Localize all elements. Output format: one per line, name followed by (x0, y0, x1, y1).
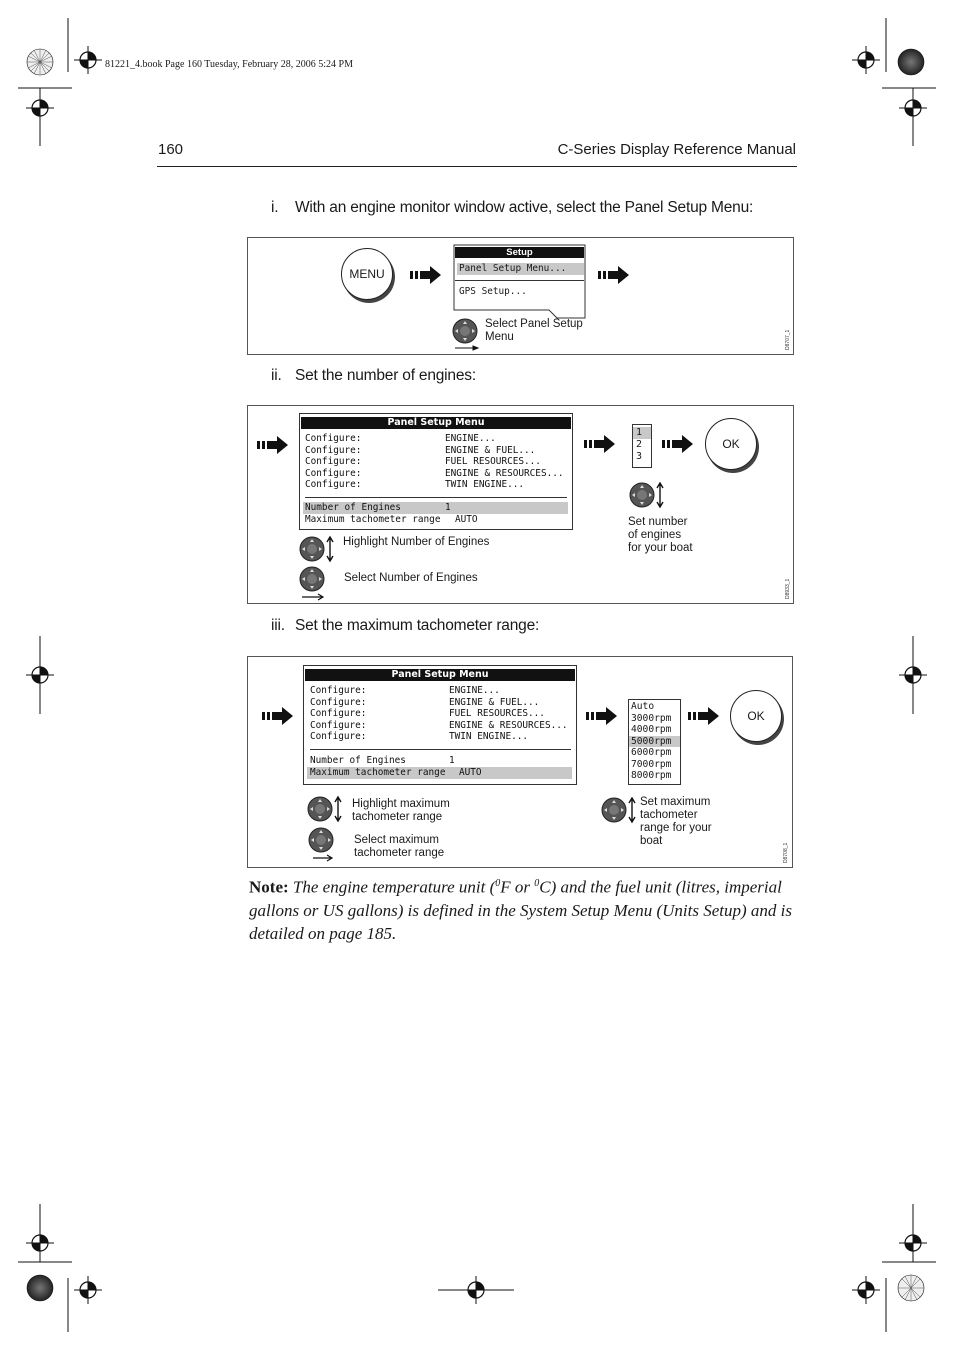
next-arrow-icon (688, 706, 720, 726)
ok-button[interactable] (705, 418, 757, 470)
configure-label: Configure: (305, 444, 362, 456)
note-text-a: The engine temperature unit ( (292, 877, 496, 897)
engine-option[interactable]: 2 (636, 439, 643, 450)
trackpad-updown-icon (307, 795, 347, 825)
tacho-option[interactable]: 4000rpm (631, 724, 672, 735)
configure-value[interactable]: ENGINE... (445, 433, 496, 444)
screen-title: Panel Setup Menu (305, 669, 575, 681)
step-1 (271, 199, 753, 217)
screen-title: Panel Setup Menu (301, 417, 571, 429)
engine-option[interactable]: 3 (636, 451, 643, 462)
page-number: 160 (158, 141, 184, 158)
next-arrow-icon (598, 265, 630, 285)
step-2 (271, 367, 476, 385)
configure-label: Configure: (310, 708, 367, 719)
note-text-c: C) and the fuel unit (litres, imperial gallons or US gallons) is defined in the System Setup Menu (Units Setup) and is detailed on page 185. (249, 877, 792, 943)
figure-id: D8933_1 (785, 578, 791, 599)
step-3 (271, 617, 539, 635)
caption-line: Set maximum (640, 796, 711, 808)
figure-select-panel-setup (247, 237, 794, 355)
tacho-range-label: Maximum tachometer range (310, 767, 446, 778)
number-of-engines-label: Number of Engines (310, 755, 406, 766)
caption-line: tachometer range (354, 847, 445, 859)
note-label: Note: (249, 877, 289, 897)
caption-line: of engines (628, 529, 682, 541)
number-of-engines-value: 1 (445, 502, 451, 513)
tacho-option-list (628, 699, 681, 785)
step-text: Set the maximum tachometer range: (295, 617, 540, 634)
configure-value[interactable]: ENGINE & FUEL... (445, 444, 536, 456)
number-of-engines-value[interactable]: 1 (449, 755, 455, 766)
step-number: iii. (271, 617, 285, 634)
step-number: ii. (271, 367, 282, 384)
tacho-option[interactable]: 7000rpm (631, 758, 672, 770)
header-rule (157, 166, 797, 167)
configure-value[interactable]: FUEL RESOURCES... (449, 708, 545, 719)
note-text-b: F or (500, 877, 535, 897)
number-of-engines-label: Number of Engines (305, 502, 401, 513)
caption-line: Highlight maximum (352, 798, 450, 810)
caption-line: tachometer (640, 809, 698, 821)
configure-label: Configure: (305, 433, 362, 444)
next-arrow-icon (662, 434, 694, 454)
ok-button-label: OK (747, 709, 765, 723)
caption-set-engines (628, 516, 693, 555)
tacho-option-selected[interactable]: 5000rpm (629, 736, 680, 748)
caption-line: Select Panel Setup (485, 318, 583, 330)
engine-option-selected[interactable]: 1 (633, 427, 651, 439)
note-degree-f: 0 (495, 878, 501, 889)
caption-highlight-engines: Highlight Number of Engines (343, 536, 490, 548)
caption-highlight-tacho (352, 798, 450, 824)
ok-button-label: OK (722, 437, 740, 451)
note-degree-c: 0 (534, 878, 540, 889)
caption-line: boat (640, 835, 663, 847)
menu-button-label: MENU (349, 267, 385, 281)
configure-label: Configure: (310, 685, 367, 696)
panel-setup-menu-screen (303, 665, 577, 785)
caption-line: tachometer range (352, 811, 443, 823)
trackpad-select-icon (451, 317, 483, 351)
caption-line: range for your (640, 822, 712, 834)
tacho-option[interactable]: 8000rpm (631, 770, 672, 781)
caption-line: Select maximum (354, 834, 439, 846)
configure-value[interactable]: TWIN ENGINE... (449, 731, 529, 742)
next-arrow-icon (584, 434, 616, 454)
tacho-option[interactable]: 3000rpm (631, 712, 672, 724)
figure-id: D8708_1 (783, 842, 789, 863)
configure-label: Configure: (310, 731, 367, 742)
caption-set-tacho (640, 796, 712, 848)
tacho-range-value: AUTO (459, 767, 482, 778)
next-arrow-icon (586, 706, 618, 726)
trackpad-select-icon (307, 826, 339, 862)
configure-value[interactable]: ENGINE... (449, 685, 500, 696)
caption-select-engines: Select Number of Engines (344, 572, 478, 584)
screen-divider (310, 749, 571, 750)
manual-title: C-Series Display Reference Manual (557, 141, 796, 158)
screen-divider (305, 497, 567, 498)
next-arrow-icon (262, 706, 294, 726)
caption-line: Set number (628, 516, 688, 528)
step-text: With an engine monitor window active, select the Panel Setup Menu: (295, 199, 754, 216)
figure-id: D8707_1 (785, 329, 791, 350)
print-info: 81221_4.book Page 160 Tuesday, February 28, 2006 5:24 PM (105, 59, 353, 70)
next-arrow-icon (257, 435, 289, 455)
trackpad-updown-icon (298, 535, 338, 565)
trackpad-updown-icon (601, 797, 641, 827)
engines-option-list (632, 424, 652, 468)
configure-label: Configure: (310, 696, 367, 708)
step-number: i. (271, 199, 279, 216)
menu-item-gps-setup[interactable]: GPS Setup... (459, 286, 527, 297)
next-arrow-icon (410, 265, 442, 285)
tacho-option[interactable]: Auto (631, 701, 655, 712)
configure-value[interactable]: ENGINE & RESOURCES... (445, 467, 564, 479)
ok-button[interactable] (730, 690, 782, 742)
setup-popup-title: Setup (455, 247, 584, 258)
configure-label: Configure: (305, 456, 362, 467)
configure-value[interactable]: ENGINE & RESOURCES... (449, 719, 568, 731)
configure-label: Configure: (305, 467, 362, 479)
step-text: Set the number of engines: (295, 367, 476, 384)
note-paragraph (249, 872, 794, 945)
panel-setup-menu-screen (299, 413, 573, 530)
popup-divider (455, 280, 584, 281)
configure-label: Configure: (310, 719, 367, 731)
tacho-range-value[interactable]: AUTO (455, 514, 478, 525)
figure-set-number-engines (247, 405, 794, 604)
tacho-range-label: Maximum tachometer range (305, 514, 441, 525)
menu-item-panel-setup[interactable]: Panel Setup Menu... (457, 263, 584, 275)
configure-value[interactable]: TWIN ENGINE... (445, 479, 525, 490)
configure-label: Configure: (305, 479, 362, 490)
caption-select-panel-setup (485, 318, 583, 344)
configure-value[interactable]: ENGINE & FUEL... (449, 696, 540, 708)
tacho-option[interactable]: 6000rpm (631, 747, 672, 758)
caption-line: for your boat (628, 542, 693, 554)
trackpad-updown-icon (629, 482, 669, 512)
trackpad-select-icon (298, 566, 330, 602)
figure-set-tacho-range (247, 656, 793, 868)
caption-select-tacho (354, 834, 444, 860)
caption-line: Menu (485, 331, 514, 343)
configure-value[interactable]: FUEL RESOURCES... (445, 456, 541, 467)
menu-button[interactable] (341, 248, 393, 300)
